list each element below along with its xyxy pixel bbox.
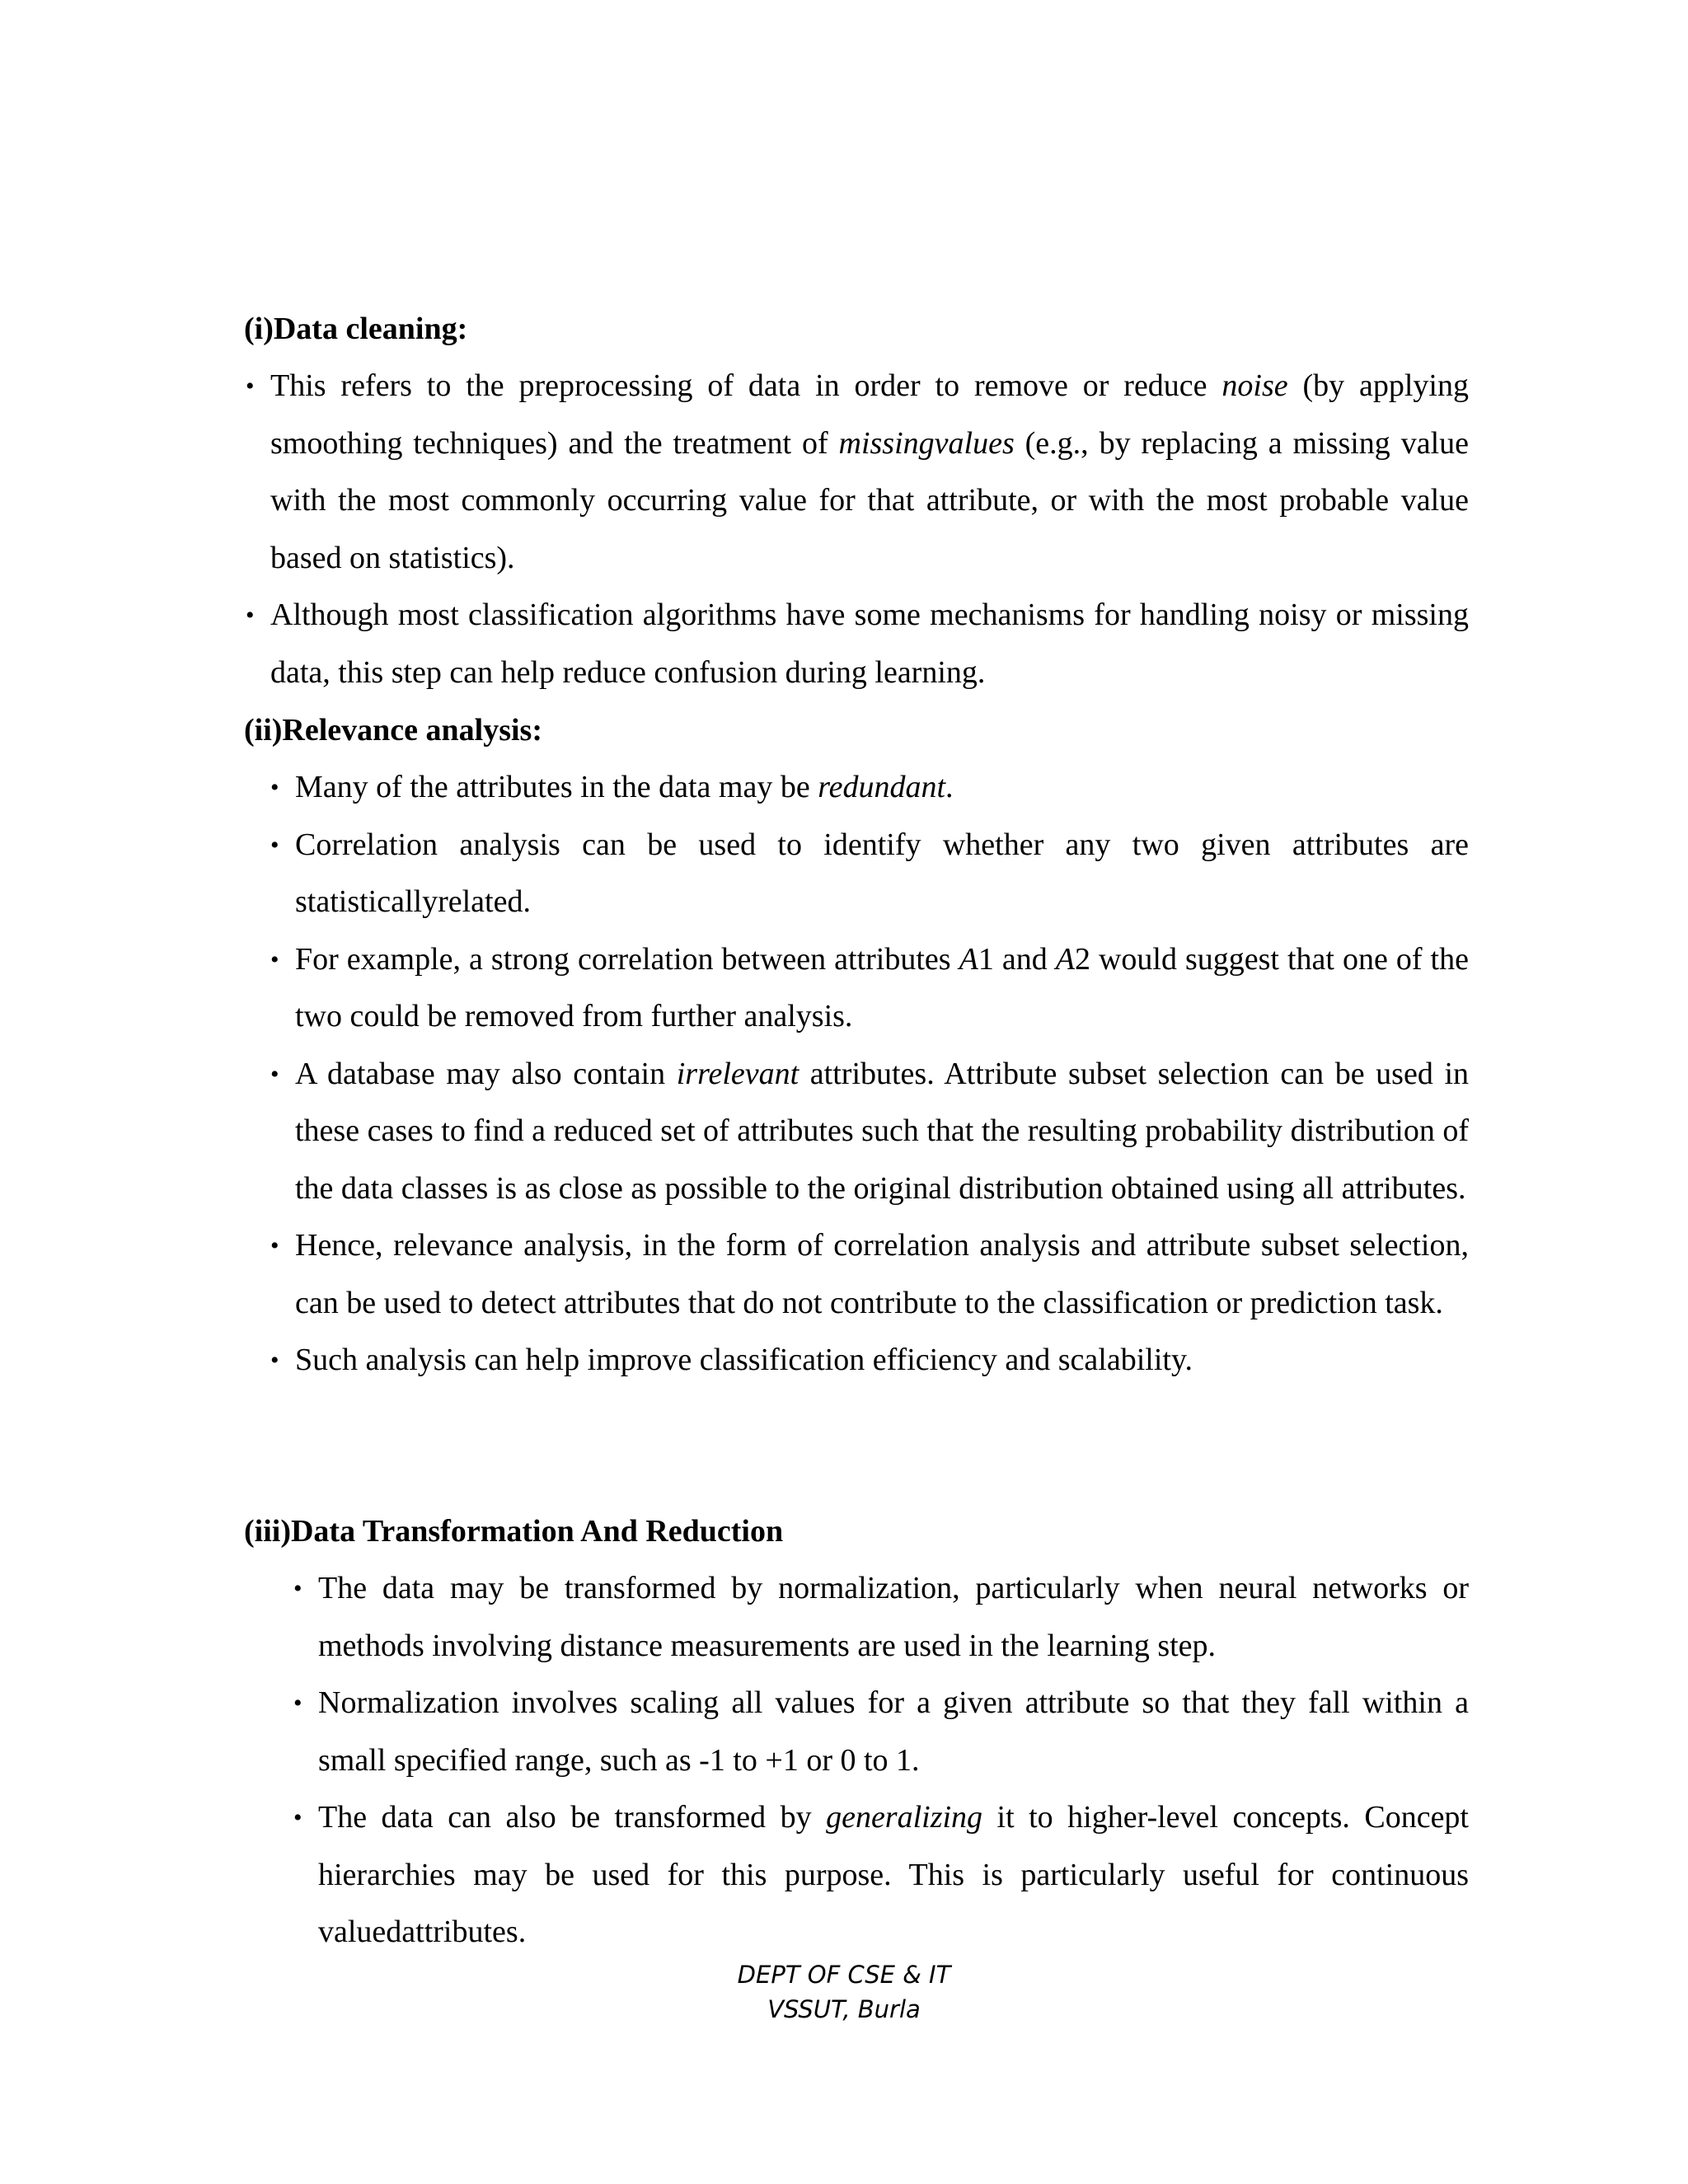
list-item: • For example, a strong correlation between attributes A1 and A2 would suggest that one of the two could be removed from further analysis. — [295, 931, 1469, 1046]
list-item: • A database may also contain irrelevant attributes. Attribute subset selection can be used in these cases to find a reduced set of attributes such that the resulting probability distribution of the data classes is as close as possible to the original distribution obtained using all attributes. — [295, 1046, 1469, 1218]
section-heading: (iii)Data Transformation And Reduction — [244, 1514, 784, 1549]
bullet-list — [246, 358, 1469, 701]
section-data-transformation — [244, 1502, 1469, 1961]
section-heading: (ii)Relevance analysis: — [244, 713, 543, 748]
list-item: • The data can also be transformed by generalizing it to higher-level concepts. Concept hierarchies may be used for this purpose. This is particularly useful for continuous valuedattributes. — [318, 1789, 1469, 1961]
list-item: • Hence, relevance analysis, in the form of correlation analysis and attribute subset selection, can be used to detect attributes that do not contribute to the classification or prediction task. — [295, 1217, 1469, 1332]
bullet-list — [293, 1560, 1469, 1961]
bullet-icon: • — [270, 774, 279, 801]
page-footer — [0, 1957, 1688, 2027]
bullet-icon: • — [246, 373, 255, 400]
bullet-icon: • — [270, 1232, 279, 1259]
bullet-list — [270, 759, 1470, 1390]
bullet-icon: • — [270, 1347, 279, 1374]
list-item: • Many of the attributes in the data may be redundant. — [295, 759, 1469, 817]
bullet-icon: • — [270, 831, 279, 859]
section-relevance-analysis — [244, 701, 1469, 1390]
bullet-icon: • — [270, 1060, 279, 1088]
list-item: • Correlation analysis can be used to identify whether any two given attributes are statisticallyrelated. — [295, 817, 1469, 931]
bullet-icon: • — [270, 945, 279, 973]
section-data-cleaning — [244, 300, 1469, 701]
list-item: • Such analysis can help improve classification efficiency and scalability. — [295, 1332, 1469, 1390]
bullet-icon: • — [293, 1690, 302, 1717]
bullet-icon: • — [293, 1575, 302, 1602]
section-heading: (i)Data cleaning: — [244, 312, 468, 346]
footer-institution: VSSUT, Burla — [767, 1995, 921, 2023]
bullet-icon: • — [246, 602, 255, 629]
list-item: • Although most classification algorithms have some mechanisms for handling noisy or missing data, this step can help reduce confusion during learning. — [270, 587, 1469, 701]
footer-department: DEPT OF CSE & IT — [737, 1961, 951, 1989]
list-item: • Normalization involves scaling all values for a given attribute so that they fall within a small specified range, such as -1 to +1 or 0 to 1. — [318, 1675, 1469, 1789]
list-item: • This refers to the preprocessing of data in order to remove or reduce noise (by applying smoothing techniques) and the treatment of missingvalues (e.g., by replacing a missing value with the most commonly occurring value for that attribute, or with the most probable value based on statistics). — [270, 358, 1469, 587]
list-item: • The data may be transformed by normalization, particularly when neural networks or methods involving distance measurements are used in the learning step. — [318, 1560, 1469, 1675]
bullet-icon: • — [293, 1804, 302, 1831]
